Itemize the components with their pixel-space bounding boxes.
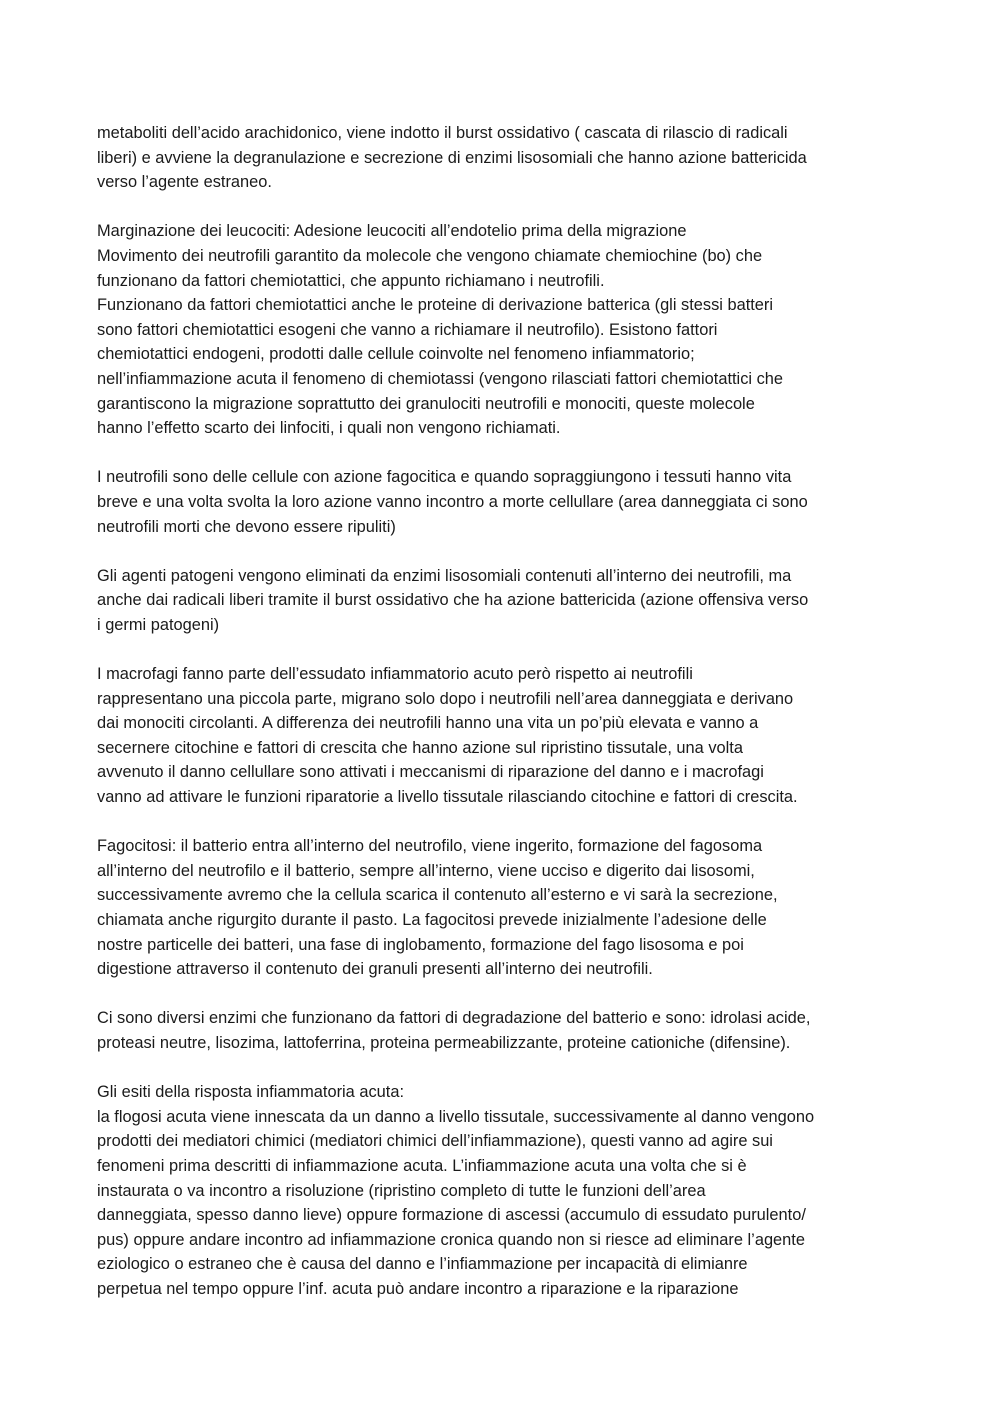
text-line: liberi) e avviene la degranulazione e secrezione di enzimi lisosomiali che hanno azione battericida — [97, 148, 807, 167]
text-line: nell’infiammazione acuta il fenomeno di chemiotassi (vengono rilasciati fattori chemiotattici che — [97, 369, 784, 388]
text-line: hanno l’effetto scarto dei linfociti, i quali non vengono richiamati. — [97, 419, 561, 438]
text-line: sono fattori chemiotattici esogeni che vanno a richiamare il neutrofilo). Esistono fattori — [97, 320, 718, 339]
text-line: perpetua nel tempo oppure l’inf. acuta può andare incontro a riparazione e la riparazione — [97, 1279, 739, 1298]
text-line: I macrofagi fanno parte dell’essudato infiammatorio acuto però rispetto ai neutrofili — [97, 665, 693, 684]
text-line: I neutrofili sono delle cellule con azione fagocitica e quando sopraggiungono i tessuti hanno vita — [97, 468, 792, 487]
text-line: anche dai radicali liberi tramite il burst ossidativo che ha azione battericida (azione offensiva verso — [97, 591, 809, 610]
text-line: successivamente avremo che la cellula scarica il contenuto all’esterno e vi sarà la secrezione, — [97, 886, 778, 905]
text-line: avvenuto il danno cellullare sono attivati i meccanismi di riparazione del danno e i macrofagi — [97, 763, 764, 782]
text-line: all’interno del neutrofilo e il batterio, sempre all’interno, viene ucciso e digerito dai lisosomi, — [97, 861, 755, 880]
text-line: fenomeni prima descritti di infiammazione acuta. L’infiammazione acuta una volta che si è — [97, 1156, 747, 1175]
text-line: prodotti dei mediatori chimici (mediatori chimici dell’infiammazione), questi vanno ad agire sui — [97, 1132, 773, 1151]
text-line: Gli agenti patogeni vengono eliminati da enzimi lisosomiali contenuti all’interno dei neutrofili, ma — [97, 566, 792, 585]
text-line: chiamata anche rigurgito durante il pasto. La fagocitosi prevede inizialmente l’adesione delle — [97, 911, 767, 929]
paragraph-enzymes — [97, 1006, 912, 1055]
text-line: Movimento dei neutrofili garantito da molecole che vengono chiamate chemiochine (bo) che — [97, 246, 763, 265]
text-line: secernere citochine e fattori di crescita che hanno azione sul ripristino tissutale, una volta — [97, 738, 743, 757]
document-page — [97, 121, 912, 1326]
text-line: danneggiata, spesso danno lieve) oppure formazione di ascessi (accumulo di essudato purulento/ — [97, 1206, 806, 1225]
text-line: Funzionano da fattori chemiotattici anche le proteine di derivazione batterica (gli stessi batteri — [97, 296, 774, 315]
text-line: instaurata o va incontro a risoluzione (ripristino completo di tutte le funzioni dell’area — [97, 1181, 706, 1200]
text-line: la flogosi acuta viene innescata da un danno a livello tissutale, successivamente al danno vengono — [97, 1107, 815, 1126]
text-line: Gli esiti della risposta infiammatoria acuta: — [97, 1083, 404, 1102]
text-line: vanno ad attivare le funzioni riparatorie a livello tissutale rilasciando citochine e fattori di crescita. — [97, 788, 798, 807]
paragraph-macrophages — [97, 662, 912, 810]
paragraph-oxidative-burst — [97, 121, 912, 195]
text-line: rappresentano una piccola parte, migrano solo dopo i neutrofili nell’area danneggiata e derivano — [97, 689, 794, 708]
text-line: proteasi neutre, lisozima, lattoferrina, proteina permeabilizzante, proteine cationiche (difensine). — [97, 1033, 791, 1052]
text-line: Ci sono diversi enzimi che funzionano da fattori di degradazione del batterio e sono: idrolasi acide, — [97, 1009, 811, 1028]
paragraph-neutrophils — [97, 465, 912, 539]
text-line: eziologico o estraneo che è causa del danno e l’infiammazione per incapacità di elimianre — [97, 1255, 748, 1274]
paragraph-leukocyte-margination — [97, 219, 912, 440]
text-line: Marginazione dei leucociti: Adesione leucociti all’endotelio prima della migrazione — [97, 222, 687, 241]
text-line: chemiotattici endogeni, prodotti dalle cellule coinvolte nel fenomeno infiammatorio; — [97, 345, 695, 364]
paragraph-inflammatory-outcomes — [97, 1080, 912, 1301]
text-line: funzionano da fattori chemiotattici, che appunto richiamano i neutrofili. — [97, 271, 605, 290]
text-line: metaboliti dell’acido arachidonico, viene indotto il burst ossidativo ( cascata di rilascio di radicali — [97, 124, 788, 142]
text-line: garantiscono la migrazione soprattutto dei granulociti neutrofili e monociti, queste molecole — [97, 394, 755, 413]
text-line: breve e una volta svolta la loro azione vanno incontro a morte cellullare (area danneggiata ci sono — [97, 492, 808, 511]
text-line: nostre particelle dei batteri, una fase di inglobamento, formazione del fago lisosoma e poi — [97, 935, 744, 954]
text-line: pus) oppure andare incontro ad infiammazione cronica quando non si riesce ad eliminare l’agente — [97, 1230, 805, 1249]
paragraph-phagocytosis — [97, 834, 912, 982]
text-line: dai monociti circolanti. A differenza dei neutrofili hanno una vita un po’più elevata e vanno a — [97, 714, 759, 733]
text-line: verso l’agente estraneo. — [97, 173, 272, 192]
text-line: digestione attraverso il contenuto dei granuli presenti all’interno dei neutrofili. — [97, 960, 653, 979]
text-line: i germi patogeni) — [97, 615, 220, 634]
text-line: Fagocitosi: il batterio entra all’interno del neutrofilo, viene ingerito, formazione del fagosoma — [97, 837, 763, 856]
text-line: neutrofili morti che devono essere ripuliti) — [97, 517, 396, 536]
paragraph-pathogen-elimination — [97, 564, 912, 638]
